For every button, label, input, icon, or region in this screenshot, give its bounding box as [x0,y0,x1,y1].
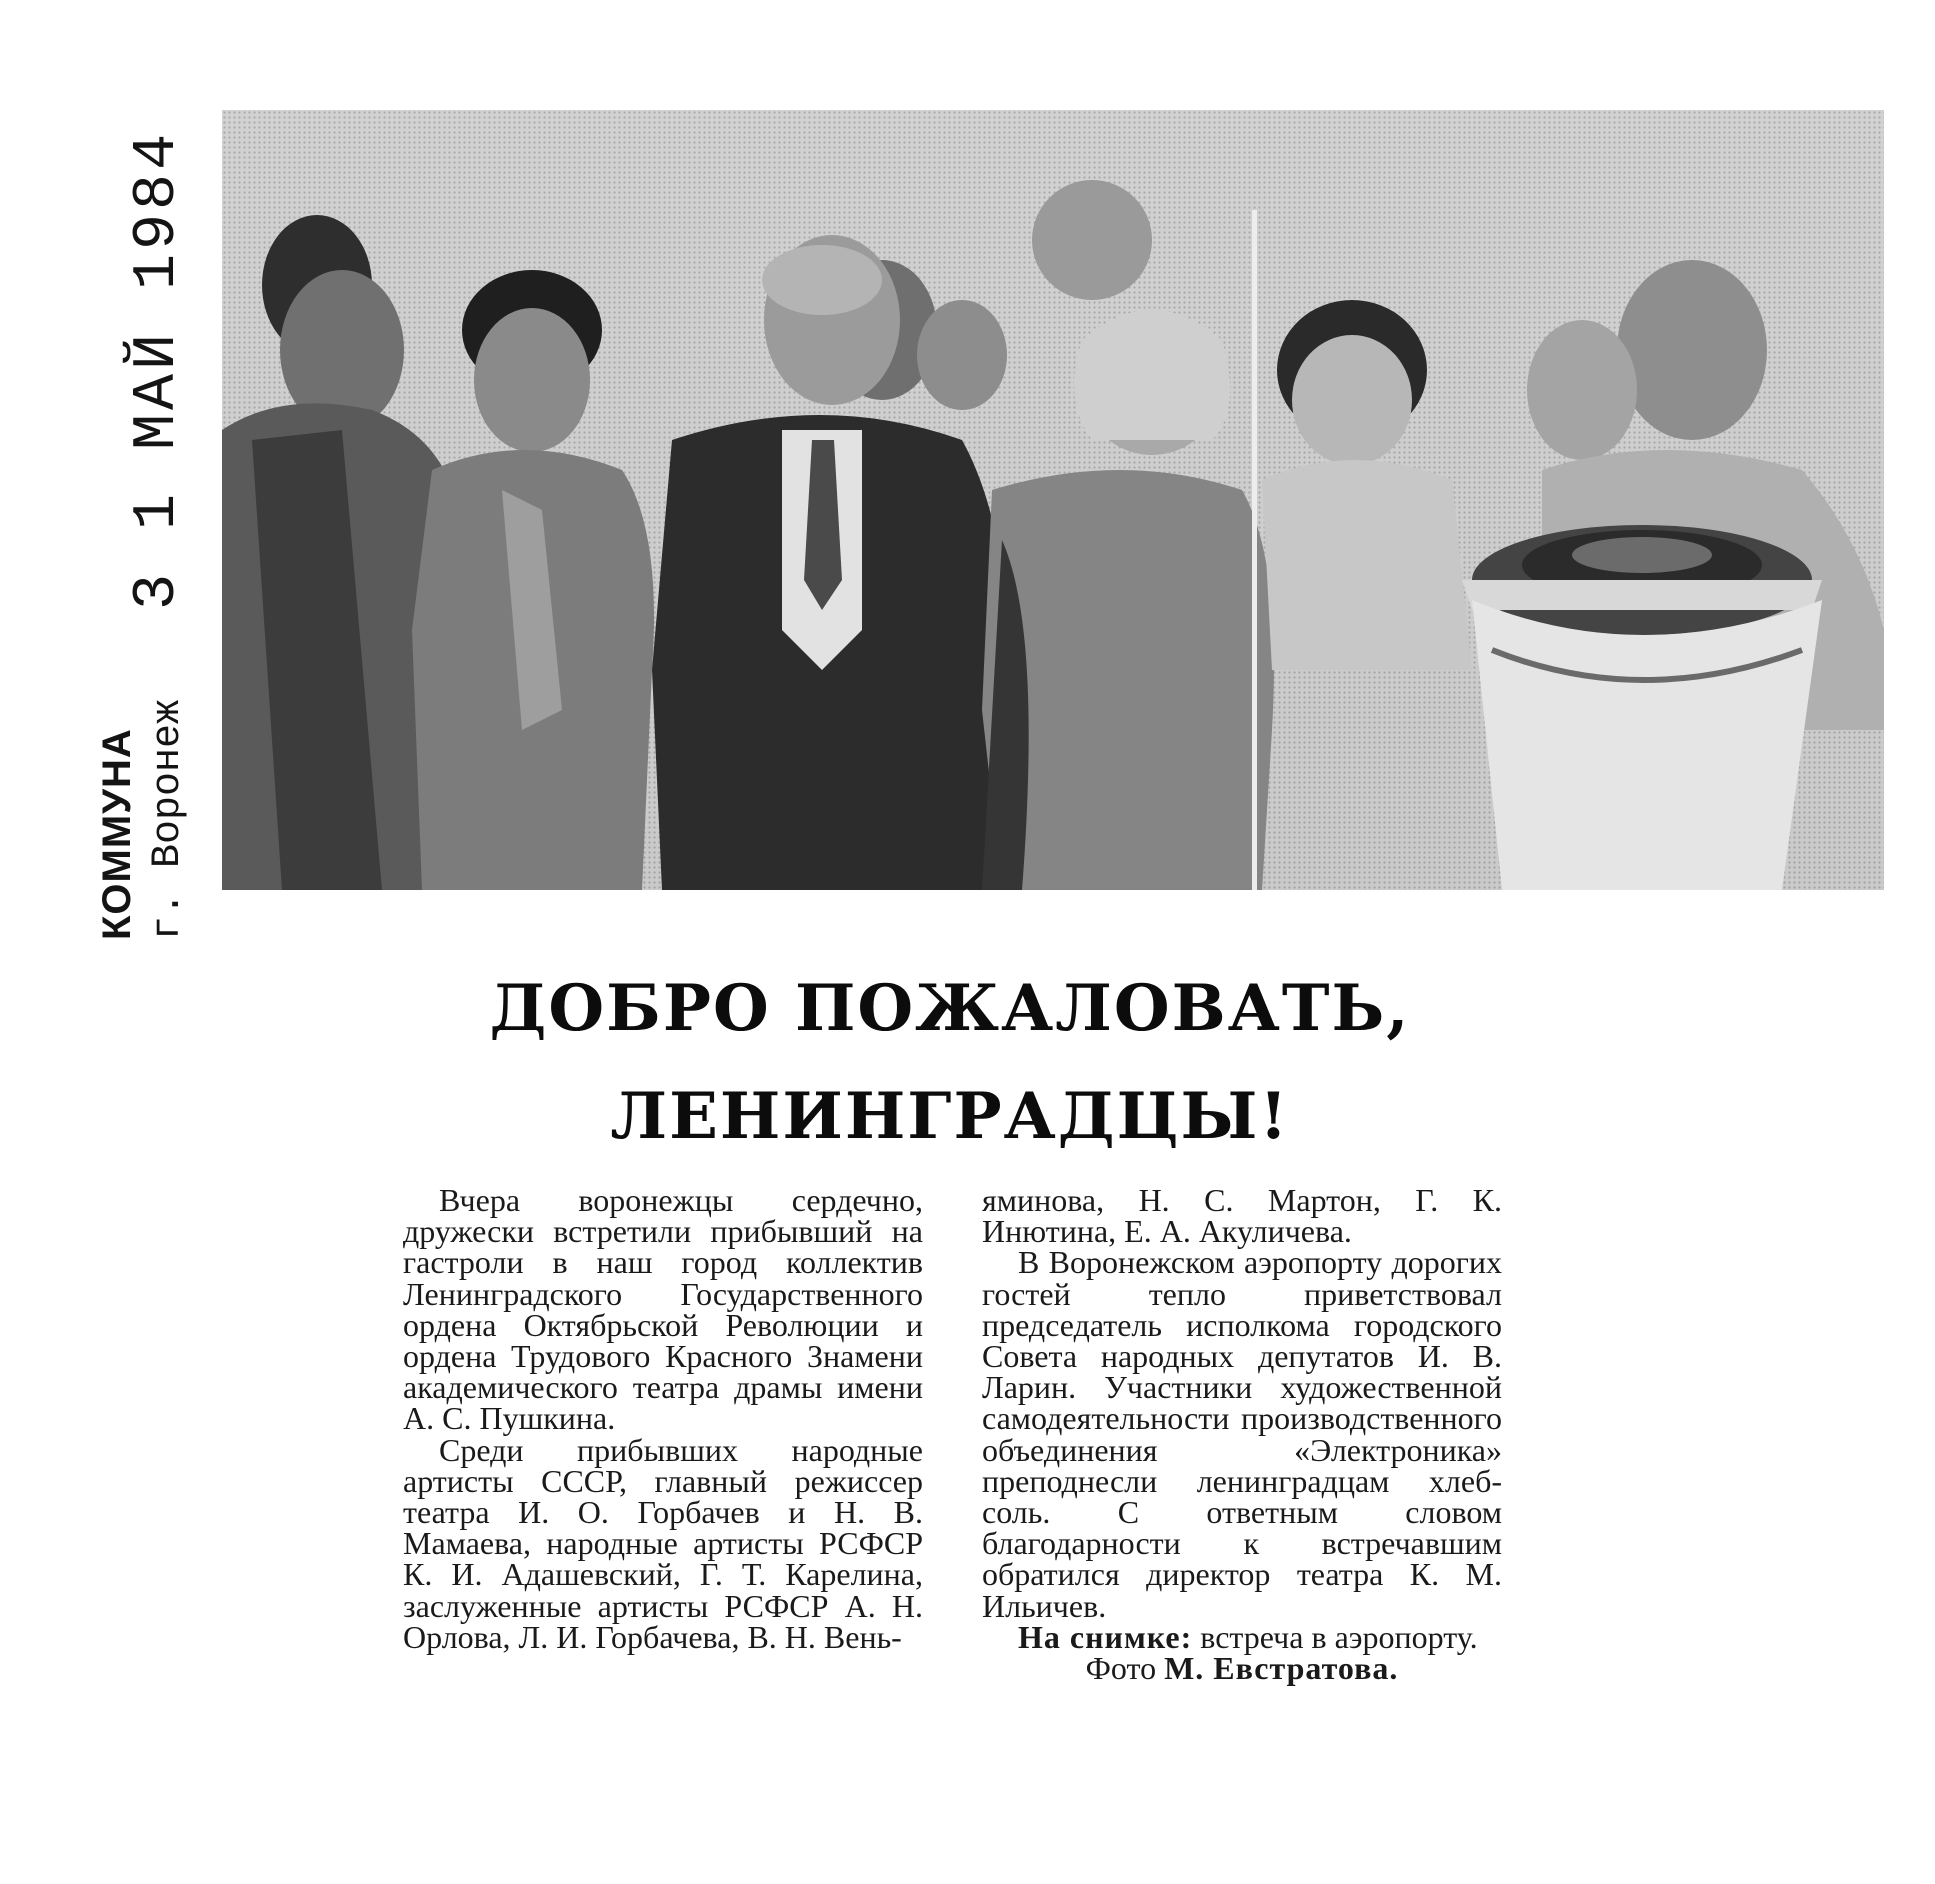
article-column-2 [982,1182,1502,1687]
credit-name: М. Евстратова. [1164,1650,1399,1687]
stamp-city: г. Воронеж [146,699,191,940]
article-paragraph-2: Среди прибывших народные артисты СССР, главный режиссер театра И. О. Горбачев и Н. В. Мамаева, народные артисты РСФСР К. И. Адашевский, Г. Т. Карелина, заслуженные артисты РСФСР А. Н. Орлова, Л. И. Горбачева, В. Н. Вень- [403,1431,923,1655]
airport-meeting-photo [222,110,1884,890]
caption-text: встреча в аэропорту. [1200,1618,1478,1655]
archive-stamp [95,0,200,940]
stamp-date: 3 1 МАЙ 1984 [124,129,192,610]
photo-credit [982,1650,1502,1687]
headline-line-1: ДОБРО ПОЖАЛОВАТЬ, [489,971,1411,1046]
headline [300,955,1600,1171]
article-column-1 [403,1182,923,1655]
photo-illustration [222,110,1884,890]
photo-caption [982,1618,1502,1655]
article-paragraph-2-continued: яминова, Н. С. Мартон, Г. К. Инютина, Е. А. Акуличева. [982,1182,1502,1250]
stamp-newspaper-name: КОММУНА [95,728,139,940]
caption-label: На снимке: [1018,1618,1193,1655]
headline-line-2: ЛЕНИНГРАДЦЫ! [610,1079,1290,1154]
article-paragraph-1: Вчера воронежцы сердечно, дружески встретили прибывший на гастроли в наш город коллектив Ленинградского Государственного ордена Октябрьской Революции и ордена Трудового Красного Знамени академического театра драмы имени А. С. Пушкина. [403,1182,923,1437]
article-paragraph-3: В Воронежском аэропорту дорогих гостей тепло приветствовал председатель исполкома городского Совета народных депутатов И. В. Ларин. Участники художественной самодеятельности производственного объединения «Электроника» преподнесли ленинградцам хлеб-соль. С ответным словом благодарности к встречавшим обратился директор театра К. М. Ильичев. [982,1244,1502,1624]
credit-label: Фото [1085,1650,1157,1687]
